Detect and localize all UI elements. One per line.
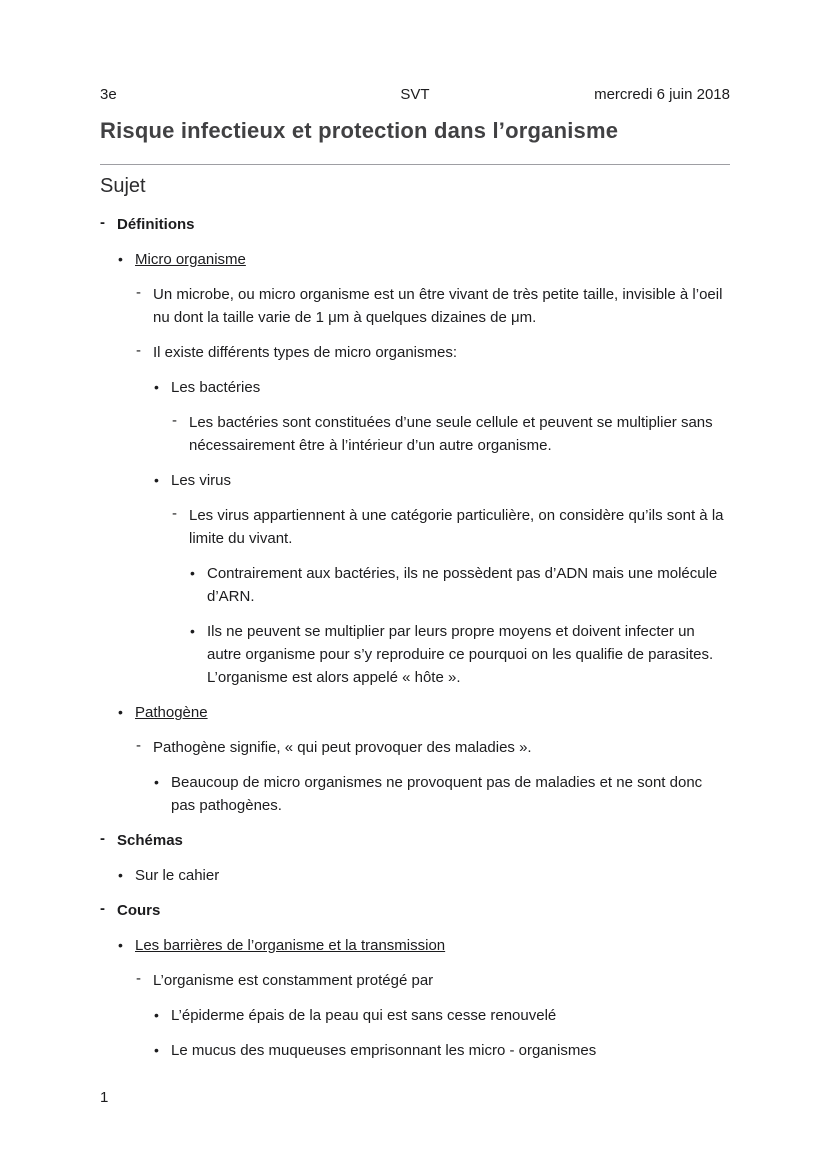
bullet-marker: •	[154, 1042, 159, 1058]
list-item-text: Les bactéries	[171, 379, 261, 396]
list-item	[100, 213, 730, 236]
list-item-text: Les virus	[171, 472, 232, 489]
header-subject-label: SVT	[400, 86, 430, 103]
list-item	[100, 341, 730, 364]
title-divider	[100, 164, 730, 165]
section-heading: Sujet	[100, 175, 146, 197]
bullet-marker: •	[154, 774, 159, 790]
list-item	[100, 829, 730, 852]
list-item	[100, 899, 730, 922]
bullet-marker: •	[190, 565, 195, 581]
list-item	[100, 969, 730, 992]
dash-marker: -	[172, 412, 177, 429]
list-item	[100, 701, 730, 724]
dash-marker: -	[136, 970, 141, 987]
list-item	[100, 504, 730, 550]
list-item-text: L’organisme est constamment protégé par	[153, 972, 434, 989]
list-item-text: Ils ne peuvent se multiplier par leurs propre moyens et doivent infecter un autre organisme pour s’y reproduire ce pourquoi on les qualifie de parasites. L’organisme est alors appelé « hôte ».	[207, 623, 714, 686]
bullet-marker: •	[118, 704, 123, 720]
list-item	[100, 283, 730, 329]
list-item	[100, 562, 730, 608]
list-item	[100, 864, 730, 887]
list-item-text: Contrairement aux bactéries, ils ne possèdent pas d’ADN mais une molécule d’ARN.	[207, 565, 718, 605]
list-item-text: L’épiderme épais de la peau qui est sans cesse renouvelé	[171, 1007, 557, 1024]
list-item-text: Il existe différents types de micro organismes:	[153, 344, 458, 361]
list-item-text: Un microbe, ou micro organisme est un être vivant de très petite taille, invisible à l’oeil nu dont la taille varie de 1 μm à quelques dizaines de μm.	[153, 286, 723, 326]
list-item-text: Les virus appartiennent à une catégorie particulière, on considère qu’ils sont à la limite du vivant.	[189, 507, 724, 547]
list-item	[100, 469, 730, 492]
list-item	[100, 736, 730, 759]
list-item-text: Sur le cahier	[135, 867, 220, 884]
dash-marker: -	[100, 900, 105, 917]
list-item	[100, 1039, 730, 1062]
list-item-text: Cours	[117, 902, 161, 919]
list-item-text: Beaucoup de micro organismes ne provoquent pas de maladies et ne sont donc pas pathogènes.	[171, 774, 703, 814]
header-date-label: mercredi 6 juin 2018	[594, 86, 730, 103]
list-item-text: Pathogène	[135, 704, 208, 721]
dash-marker: -	[136, 342, 141, 359]
dash-marker: -	[136, 284, 141, 301]
list-item	[100, 376, 730, 399]
list-item	[100, 620, 730, 689]
dash-marker: -	[172, 505, 177, 522]
list-item-text: Micro organisme	[135, 251, 246, 268]
page-title: Risque infectieux et protection dans l’organisme	[100, 118, 619, 143]
bullet-marker: •	[154, 472, 159, 488]
dash-marker: -	[100, 214, 105, 231]
list-item	[100, 1004, 730, 1027]
list-item-text: Le mucus des muqueuses emprisonnant les micro - organismes	[171, 1042, 597, 1059]
page-number: 1	[100, 1089, 109, 1106]
bullet-marker: •	[118, 867, 123, 883]
outline-list	[100, 213, 730, 1062]
list-item-text: Les barrières de l’organisme et la transmission	[135, 937, 446, 954]
bullet-marker: •	[154, 1007, 159, 1023]
bullet-marker: •	[118, 251, 123, 267]
bullet-marker: •	[154, 379, 159, 395]
list-item	[100, 411, 730, 457]
dash-marker: -	[136, 737, 141, 754]
list-item	[100, 771, 730, 817]
list-item	[100, 934, 730, 957]
list-item-text: Pathogène signifie, « qui peut provoquer des maladies ».	[153, 739, 532, 756]
list-item-text: Définitions	[117, 216, 195, 233]
dash-marker: -	[100, 830, 105, 847]
bullet-marker: •	[118, 937, 123, 953]
header-class-label: 3e	[100, 86, 117, 103]
list-item-text: Schémas	[117, 832, 183, 849]
list-item	[100, 248, 730, 271]
bullet-marker: •	[190, 623, 195, 639]
list-item-text: Les bactéries sont constituées d’une seule cellule et peuvent se multiplier sans nécessairement être à l’intérieur d’un autre organisme.	[189, 414, 713, 454]
document-header	[100, 85, 730, 105]
